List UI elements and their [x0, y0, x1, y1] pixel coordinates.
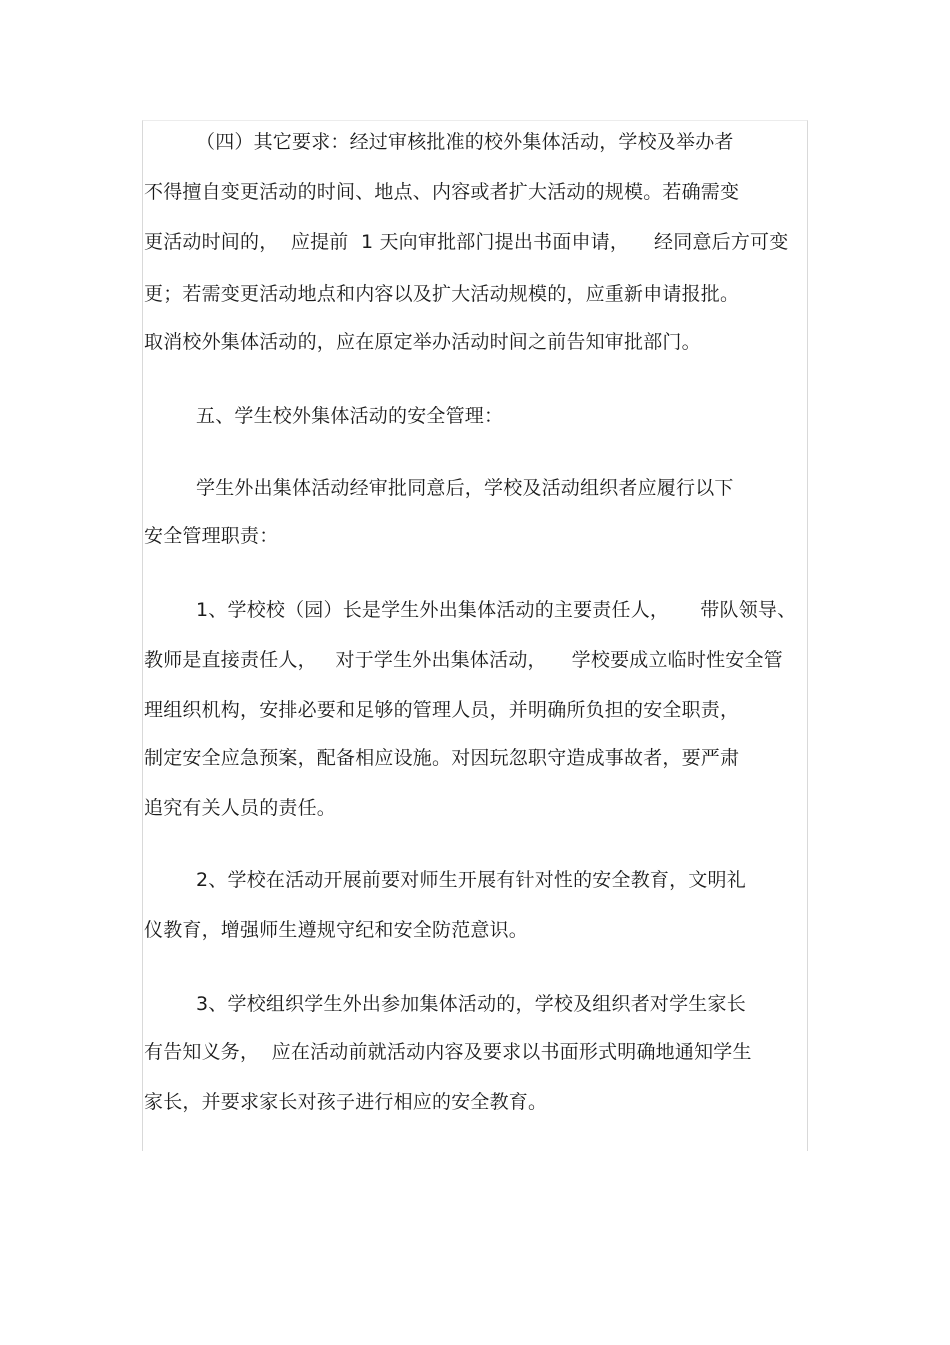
item-1-line-5: 追究有关人员的责任。 — [144, 797, 337, 819]
item-1-line-1: 1、学校校（园）长是学生外出集体活动的主要责任人， 带队领导、 — [196, 599, 797, 621]
item-2-line-2: 仪教育，增强师生遵规守纪和安全防范意识。 — [144, 919, 529, 941]
paragraph-4-line-1: （四）其它要求：经过审核批准的校外集体活动，学校及举办者 — [196, 131, 734, 153]
section-5-heading: 五、学生校外集体活动的安全管理： — [196, 405, 504, 427]
item-3-line-2: 有告知义务， 应在活动前就活动内容及要求以书面形式明确地通知学生 — [144, 1041, 752, 1063]
paragraph-4-line-4: 更；若需变更活动地点和内容以及扩大活动规模的，应重新申请报批。 — [144, 283, 740, 305]
intro-line-2: 安全管理职责： — [144, 525, 279, 547]
intro-line-1: 学生外出集体活动经审批同意后，学校及活动组织者应履行以下 — [196, 477, 734, 499]
paragraph-4-line-2: 不得擅自变更活动的时间、地点、内容或者扩大活动的规模。若确需变 — [144, 181, 740, 203]
item-3-line-1: 3、学校组织学生外出参加集体活动的，学校及组织者对学生家长 — [196, 993, 746, 1015]
item-2-line-1: 2、学校在活动开展前要对师生开展有针对性的安全教育，文明礼 — [196, 869, 746, 891]
paragraph-4-line-5: 取消校外集体活动的，应在原定举办活动时间之前告知审批部门。 — [144, 331, 701, 353]
item-1-line-4: 制定安全应急预案，配备相应设施。对因玩忽职守造成事故者，要严肃 — [144, 747, 740, 769]
item-3-line-3: 家长，并要求家长对孩子进行相应的安全教育。 — [144, 1091, 548, 1113]
item-1-line-3: 理组织机构，安排必要和足够的管理人员，并明确所负担的安全职责， — [144, 699, 740, 721]
paragraph-4-line-3: 更活动时间的， 应提前 1 天向审批部门提出书面申请， 经同意后方可变 — [144, 231, 789, 253]
item-1-line-2: 教师是直接责任人， 对于学生外出集体活动， 学校要成立临时性安全管 — [144, 649, 783, 671]
